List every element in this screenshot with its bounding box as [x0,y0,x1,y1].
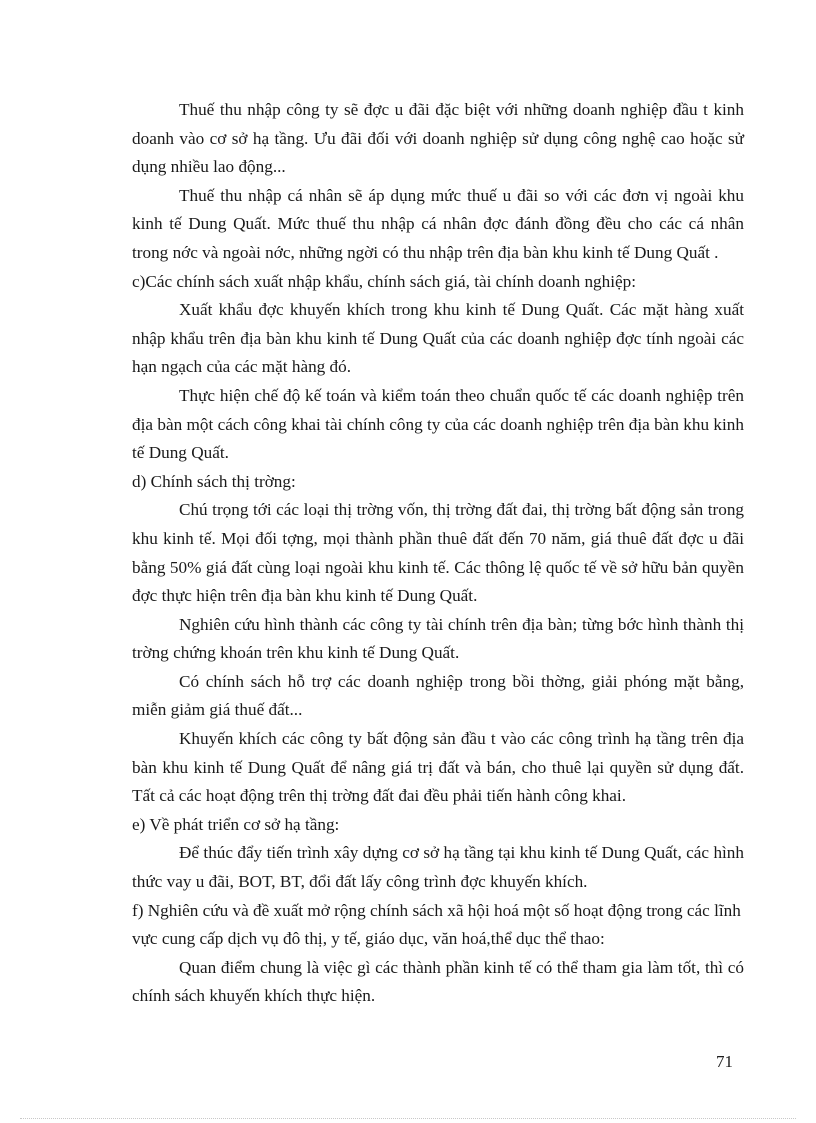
paragraph-markets: Chú trọng tới các loại thị trờng vốn, thị trờng đất đai, thị trờng bất động sản trong khu kinh tế. Mọi đối tợng, mọi thành phần thuê đất đến 70 năm, giá thuê đất đợc u đãi bằng 50% giá đất cùng loại ngoài khu kinh tế. Các thông lệ quốc tế về sở hữu bản quyền đợc thực hiện trên địa bàn khu kinh tế Dung Quất. [132,500,744,606]
paragraph-infrastructure: Để thúc đẩy tiến trình xây dựng cơ sở hạ tầng tại khu kinh tế Dung Quất, các hình thức vay u đãi, BOT, BT, đổi đất lấy công trình đợc khuyến khích. [132,843,744,892]
document-body [132,96,744,1011]
page-bottom-divider [20,1118,796,1119]
paragraph-accounting: Thực hiện chế độ kế toán và kiểm toán theo chuẩn quốc tế các doanh nghiệp trên địa bàn một cách công khai tài chính công ty của các doanh nghiệp trên địa bàn khu kinh tế Dung Quất. [132,385,744,463]
section-heading-c: c)Các chính sách xuất nhập khẩu, chính sách giá, tài chính doanh nghiệp: [132,271,637,291]
section-heading-f: f) Nghiên cứu và đề xuất mở rộng chính sách xã hội hoá một số hoạt động trong các lĩnh vực cung cấp dịch vụ đô thị, y tế, giáo dục, văn hoá,thể dục thể thao: [132,900,741,949]
paragraph-finance-companies: Nghiên cứu hình thành các công ty tài chính trên địa bàn; từng bớc hình thành thị trờng chứng khoán trên khu kinh tế Dung Quất. [132,614,744,663]
section-heading-d: d) Chính sách thị trờng: [132,471,296,491]
paragraph-compensation-support: Có chính sách hỗ trợ các doanh nghiệp trong bồi thờng, giải phóng mặt bằng, miễn giảm giá thuế đất... [132,671,744,720]
paragraph-export: Xuất khẩu đợc khuyến khích trong khu kinh tế Dung Quất. Các mặt hàng xuất nhập khẩu trên địa bàn khu kinh tế Dung Quất của các doanh nghiệp đợc tính ngoài các hạn ngạch của các mặt hàng đó. [132,300,744,377]
page-number: 71 [716,1052,733,1071]
paragraph-conclusion: Quan điểm chung là việc gì các thành phần kinh tế có thể tham gia làm tốt, thì có chính sách khuyến khích thực hiện. [132,957,744,1006]
paragraph-personal-tax: Thuế thu nhập cá nhân sẽ áp dụng mức thuế u đãi so với các đơn vị ngoài khu kinh tế Dung Quất. Mức thuế thu nhập cá nhân đợc đánh đồng đều cho các cá nhân trong nớc và ngoài nớc, những ngời có thu nhập trên địa bàn khu kinh tế Dung Quất . [132,185,744,262]
paragraph-real-estate: Khuyến khích các công ty bất động sản đầu t vào các công trình hạ tầng trên địa bàn khu kinh tế Dung Quất để nâng giá trị đất và bán, cho thuê lại quyền sử dụng đất. Tất cả các hoạt động trên thị trờng đất đai đều phải tiến hành công khai. [132,729,744,806]
paragraph-corporate-tax: Thuế thu nhập công ty sẽ đợc u đãi đặc biệt với những doanh nghiệp đầu t kinh doanh vào cơ sở hạ tầng. Ưu đãi đối với doanh nghiệp sử dụng công nghệ cao hoặc sử dụng nhiều lao động... [132,100,744,177]
section-heading-e: e) Về phát triển cơ sở hạ tầng: [132,814,340,834]
